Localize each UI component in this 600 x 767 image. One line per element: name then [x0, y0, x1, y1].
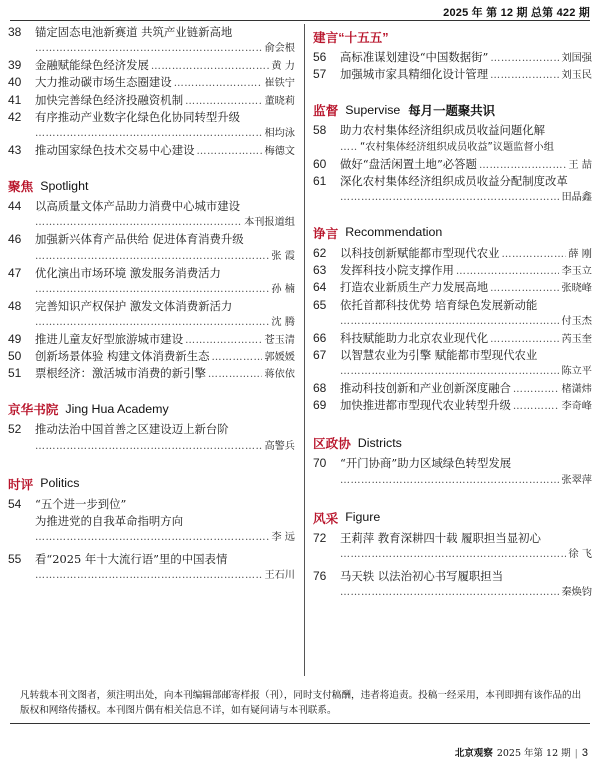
- article-title[interactable]: 做好“盘活闲置土地”必答题: [340, 156, 477, 171]
- section-title-cn: 监督: [313, 104, 339, 119]
- toc-entry-57[interactable]: [313, 66, 592, 83]
- page-number: 68: [313, 381, 327, 396]
- section-title-en: Recommendation: [345, 225, 443, 240]
- toc-entry-69[interactable]: [313, 397, 592, 414]
- author: 蒋依依: [264, 369, 295, 381]
- section-subtitle: 每月一题聚共识: [408, 103, 496, 118]
- page-number: 72: [313, 530, 327, 545]
- leader-dots: [35, 249, 269, 265]
- page-number: 51: [8, 366, 22, 381]
- article-title[interactable]: 推动法治中国首善之区建设迈上新台阶: [35, 422, 229, 437]
- article-title[interactable]: 马天轶 以法治初心书写履职担当: [340, 568, 504, 583]
- leader-dots: [35, 315, 269, 331]
- toc-entry-58[interactable]: [313, 122, 592, 155]
- author: 陈立平: [561, 366, 592, 378]
- author: 董晓莉: [264, 95, 295, 107]
- section-title-cn: 诤言: [313, 226, 339, 241]
- leader-dots: [35, 530, 269, 546]
- article-title[interactable]: 创新场景体验 构建文体消费新生态: [35, 349, 210, 364]
- leader-dots: [513, 381, 560, 397]
- top-rule: [10, 20, 590, 21]
- leader-dots: [185, 93, 262, 109]
- leader-dots: [174, 75, 263, 91]
- article-title[interactable]: 大力推动碳市场生态圈建设: [35, 75, 172, 90]
- copyright-notice: 凡转载本刊文图者，须注明出处，向本刊编辑部邮寄样报（刊），同时支付稿酬，违者将追责。投稿一经采用，本刊即拥有该作品的出版权和网络传播权。本刊图片偶有相关信息不详，如有疑问请与本刊联系。: [20, 690, 582, 716]
- author: 孙 楠: [271, 283, 295, 295]
- page-number: 56: [313, 50, 327, 64]
- article-title[interactable]: 科技赋能助力北京农业现代化: [340, 330, 489, 345]
- article-title[interactable]: 金融赋能绿色经济发展: [35, 58, 149, 73]
- article-title[interactable]: 打造农业新质生产力发展高地: [340, 280, 489, 295]
- leader-dots: [479, 157, 566, 173]
- leader-dots: [340, 314, 559, 330]
- leader-dots: [340, 190, 559, 206]
- page-number: 52: [8, 422, 22, 437]
- bottom-rule: [10, 723, 590, 724]
- section-header-advice: [313, 24, 592, 49]
- toc-entry-55[interactable]: [8, 551, 295, 584]
- page-number: 47: [8, 265, 22, 280]
- toc-entry-47[interactable]: [8, 265, 295, 298]
- author: 李玉立: [561, 266, 592, 278]
- section-header-academy: [8, 396, 295, 421]
- page-number: 70: [313, 456, 327, 471]
- toc-entry-42[interactable]: [8, 109, 295, 142]
- author: 俞会根: [264, 43, 295, 55]
- toc-entry-50[interactable]: [8, 348, 295, 365]
- author: 王石川: [264, 570, 295, 582]
- page-number: 50: [8, 349, 22, 364]
- article-title[interactable]: 发挥科技小院支撑作用: [340, 263, 454, 278]
- article-title[interactable]: 深化农村集体经济组织成员收益分配制度改革: [340, 173, 568, 188]
- article-title[interactable]: 看“2025 年十大流行语”里的中国表情: [35, 552, 228, 566]
- article-title[interactable]: 王莉萍 教育深耕四十载 履职担当显初心: [340, 530, 541, 545]
- page-number: 60: [313, 156, 327, 171]
- author: 张 霞: [271, 250, 295, 262]
- leader-dots: [501, 246, 566, 262]
- leader-dots: [35, 126, 262, 142]
- toc-entry-39[interactable]: [8, 57, 295, 74]
- page-number: 38: [8, 25, 22, 39]
- toc-entry-76[interactable]: [313, 568, 592, 601]
- toc-entry-52[interactable]: [8, 421, 295, 454]
- page-number-footer: 3: [581, 747, 588, 759]
- article-title-line2[interactable]: 为推进党的自我革命指明方向: [35, 513, 184, 528]
- toc-entry-62[interactable]: [313, 245, 592, 262]
- page-number: 61: [313, 173, 327, 188]
- page-number: 44: [8, 199, 22, 214]
- leader-dots: [340, 140, 358, 156]
- toc-entry-66[interactable]: [313, 330, 592, 347]
- article-title[interactable]: 高标准谋划建设“中国数据街”: [340, 50, 489, 64]
- toc-left-column: [8, 24, 295, 584]
- leader-dots: [340, 547, 566, 563]
- leader-dots: [35, 282, 269, 298]
- toc-entry-54[interactable]: [8, 496, 295, 546]
- section-header-figure: [313, 505, 592, 530]
- author: 郭媛媛: [264, 352, 295, 364]
- section-title-cn: 风采: [313, 511, 339, 526]
- author: 徐 飞: [568, 548, 592, 560]
- toc-entry-67[interactable]: [313, 347, 592, 380]
- leader-dots: [196, 143, 262, 159]
- leader-dots: [490, 67, 559, 83]
- author: 付玉杰: [561, 315, 592, 327]
- section-header-recommendation: [313, 220, 592, 245]
- toc-entry-61[interactable]: [313, 173, 592, 206]
- author: 高警兵: [264, 440, 295, 452]
- author: 秦焕钧: [561, 587, 592, 598]
- author: 黄 力: [271, 61, 295, 73]
- toc-entry-60[interactable]: [313, 156, 592, 173]
- page-number: 48: [8, 298, 22, 313]
- section-title-cn: 时评: [8, 477, 34, 492]
- page-number: 69: [313, 398, 327, 413]
- author: 李 远: [271, 532, 295, 543]
- toc-entry-68[interactable]: [313, 380, 592, 397]
- article-title[interactable]: “五个进一步到位”: [35, 496, 127, 511]
- section-header-politics: [8, 471, 295, 496]
- toc-entry-70[interactable]: [313, 455, 592, 488]
- toc-entry-43[interactable]: [8, 142, 295, 159]
- page-number: 66: [313, 330, 327, 345]
- article-title[interactable]: 依托首都科技优势 培育绿色发展新动能: [340, 297, 538, 312]
- article-title[interactable]: 推动国家绿色技术交易中心建设: [35, 142, 195, 157]
- leader-dots: [340, 585, 559, 601]
- leader-dots: [211, 349, 262, 365]
- article-title[interactable]: 推动科技创新和产业创新深度融合: [340, 381, 511, 396]
- page-footer: [455, 745, 588, 759]
- page-number: 42: [8, 109, 22, 124]
- section-title-en: Figure: [345, 510, 381, 525]
- leader-dots: [340, 364, 559, 380]
- toc-entry-56[interactable]: [313, 49, 592, 66]
- section-title-en: Supervise: [345, 102, 401, 117]
- author: 薛 刚: [568, 248, 592, 260]
- author: 本刊报道组: [244, 217, 295, 229]
- author: 刘国强: [561, 53, 592, 64]
- author: 梅德文: [264, 145, 295, 157]
- section-title-en: Districts: [357, 435, 402, 450]
- section-header-supervise: [313, 97, 592, 122]
- toc-entry-65[interactable]: [313, 297, 592, 330]
- article-title[interactable]: 以智慧农业为引擎 赋能都市型现代农业: [340, 347, 538, 362]
- author: 刘玉民: [561, 70, 592, 82]
- page-number: 64: [313, 280, 327, 295]
- footer-separator: |: [574, 748, 578, 759]
- toc-entry-46[interactable]: [8, 231, 295, 264]
- toc-entry-72[interactable]: [313, 530, 592, 563]
- toc-entry-64[interactable]: [313, 279, 592, 296]
- section-title-cn: 聚焦: [8, 180, 34, 195]
- page-number: 46: [8, 232, 22, 247]
- toc-entry-41[interactable]: [8, 92, 295, 109]
- page-number: 76: [313, 568, 327, 583]
- section-header-spotlight: [8, 173, 295, 198]
- article-title[interactable]: 锚定固态电池新赛道 共筑产业链新高地: [35, 25, 233, 39]
- article-title[interactable]: 票根经济：激活城市消费的新引擎: [35, 366, 206, 381]
- article-title[interactable]: 以科技创新赋能都市型现代农业: [340, 245, 500, 260]
- issue-info: 2025 年 第 12 期 总第 422 期: [443, 7, 590, 19]
- author: 沈 腾: [271, 316, 295, 328]
- article-title[interactable]: 加强新兴体育产品供给 促进体育消费升级: [35, 232, 244, 247]
- leader-dots: [151, 58, 269, 74]
- section-title-cn: 京华书院: [8, 403, 59, 418]
- page-number: 67: [313, 347, 327, 362]
- article-title[interactable]: 有序推动产业数字化绿色化协同转型升级: [35, 109, 241, 124]
- author: 芮玉奎: [561, 333, 592, 345]
- section-title-en: Spotlight: [40, 178, 89, 193]
- toc-entry-44[interactable]: [8, 198, 295, 231]
- author: 楮潇炜: [561, 384, 592, 396]
- toc-right-column: [313, 24, 592, 601]
- toc-entry-38[interactable]: [8, 24, 295, 57]
- page-number: 63: [313, 263, 327, 278]
- leader-dots: [35, 41, 262, 57]
- page-number: 41: [8, 92, 22, 107]
- author: 张晓峰: [561, 283, 592, 295]
- footer-issue: 2025 年第 12 期: [496, 748, 571, 759]
- toc-entry-63[interactable]: [313, 262, 592, 279]
- page-number: 57: [313, 67, 327, 82]
- article-title[interactable]: 加强城市家具精细化设计管理: [340, 67, 489, 82]
- column-divider: [304, 24, 305, 676]
- leader-dots: [456, 263, 560, 279]
- toc-entry-48[interactable]: [8, 298, 295, 331]
- page-number: 58: [313, 123, 327, 138]
- article-title[interactable]: 加快推进都市型现代农业转型升级: [340, 398, 511, 413]
- magazine-name: 北京观察: [454, 748, 493, 759]
- author: 张翠萍: [561, 474, 592, 486]
- author: 苍玉清: [264, 334, 295, 346]
- page-number: 65: [313, 297, 327, 312]
- leader-dots: [185, 332, 262, 348]
- page-number: 54: [8, 496, 22, 511]
- leader-dots: [208, 366, 263, 382]
- author: 崔铁宁: [264, 78, 295, 90]
- page-number: 62: [313, 245, 327, 260]
- article-title[interactable]: 助力农村集体经济组织成员收益问题化解: [340, 123, 546, 138]
- toc-entry-49[interactable]: [8, 331, 295, 348]
- toc-entry-40[interactable]: [8, 74, 295, 91]
- leader-dots: [340, 473, 559, 489]
- leader-dots: [35, 568, 262, 584]
- article-title[interactable]: 完善知识产权保护 激发文体消费新活力: [35, 298, 233, 313]
- leader-dots: [490, 50, 559, 66]
- author: 相均泳: [264, 127, 295, 139]
- leader-dots: [35, 439, 262, 455]
- section-title-cn: 建言“十五五”: [313, 31, 389, 45]
- page-number: 39: [8, 58, 22, 73]
- toc-entry-51[interactable]: [8, 365, 295, 382]
- page-number: 40: [8, 75, 22, 90]
- leader-dots: [490, 280, 559, 296]
- article-title[interactable]: 加快完善绿色经济投融资机制: [35, 92, 184, 107]
- article-title[interactable]: 优化演出市场环境 激发服务消费活力: [35, 265, 221, 280]
- author: 李奇峰: [561, 401, 592, 413]
- leader-dots: [490, 331, 559, 347]
- section-title-en: Jing Hua Academy: [65, 401, 169, 416]
- leader-dots: [513, 398, 560, 414]
- author: 田晶鑫: [561, 191, 592, 203]
- author: 王 喆: [568, 159, 592, 171]
- author-group: “农村集体经济组织成员收益”议题监督小组: [360, 141, 554, 153]
- page-number: 55: [8, 552, 22, 566]
- page-number: 49: [8, 331, 22, 346]
- section-title-en: Politics: [40, 476, 80, 491]
- section-title-cn: 区政协: [313, 437, 351, 452]
- page-number: 43: [8, 142, 22, 157]
- article-title[interactable]: 推进儿童友好型旅游城市建设: [35, 331, 184, 346]
- leader-dots: [35, 215, 242, 231]
- article-title[interactable]: “开门协商”助力区域绿色转型发展: [340, 456, 512, 471]
- section-header-districts: [313, 430, 592, 455]
- article-title[interactable]: 以高质量文体产品助力消费中心城市建设: [35, 199, 241, 214]
